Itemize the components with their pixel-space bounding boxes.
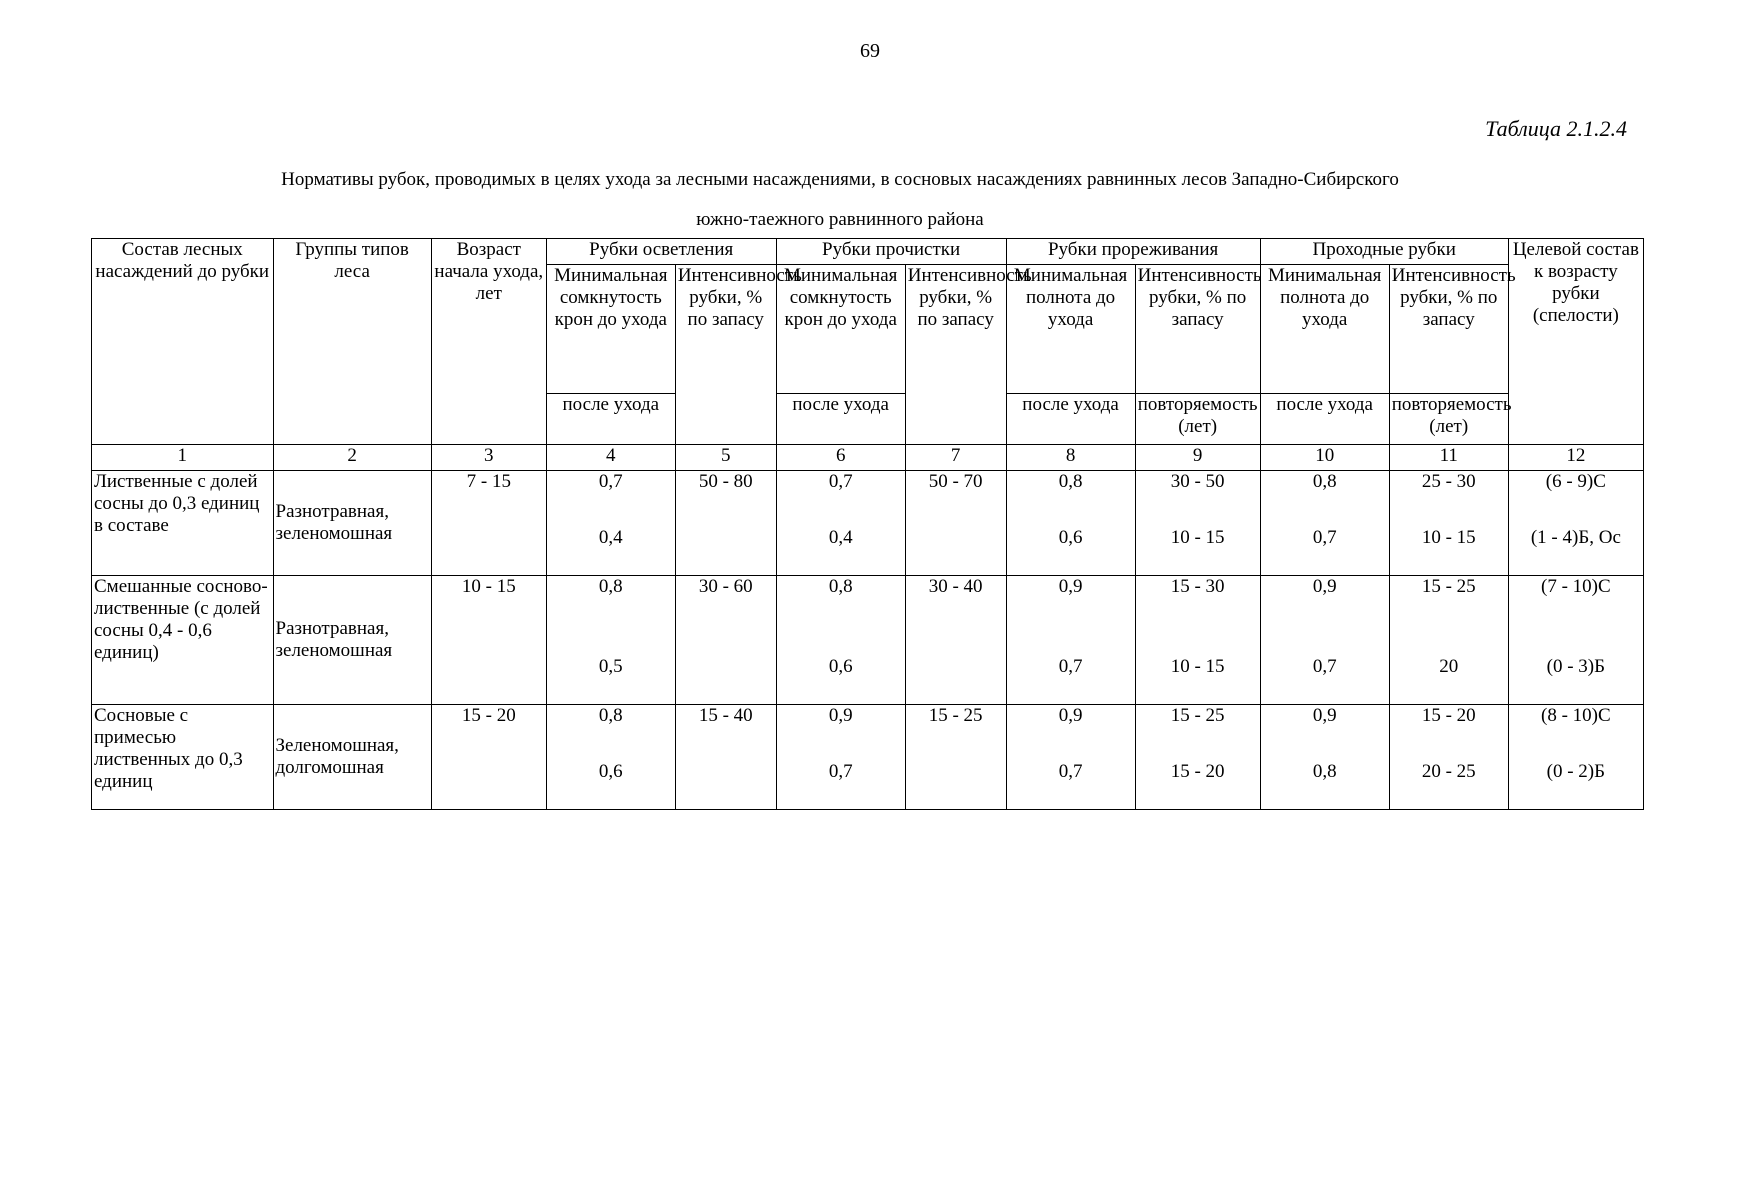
value-top: 0,8 (1058, 471, 1083, 492)
age-cell: 7 - 15 (431, 471, 546, 576)
column-number: 11 (1389, 445, 1508, 471)
value-bottom: 10 - 15 (1421, 527, 1476, 548)
value-bottom: 10 - 15 (1170, 527, 1225, 548)
value-top: (6 - 9)С (1545, 471, 1606, 492)
table-title-line-1: Нормативы рубок, проводимых в целях ухода за лесными насаждениями, в сосновых насаждениях равнинных лесов Западно-Сибирского (281, 169, 1399, 190)
prohod-min-cell (1260, 471, 1389, 576)
header-group-prochistka: Рубки прочистки (776, 239, 1006, 265)
prorezh-int-cell (1135, 576, 1260, 705)
prorezh-int-cell (1135, 705, 1260, 810)
proch-min-cell (776, 705, 905, 810)
value-bottom: (0 - 2)Б (1546, 761, 1606, 782)
age-cell: 10 - 15 (431, 576, 546, 705)
forest-type-cell: Разнотравная, зеленомошная (273, 576, 431, 705)
prohod-min-cell (1260, 705, 1389, 810)
value-bottom: 0,7 (1058, 761, 1083, 782)
value-bottom: 0,7 (1312, 656, 1337, 677)
value-bottom: 20 - 25 (1421, 761, 1476, 782)
forest-type-cell: Зеленомошная, долгомошная (273, 705, 431, 810)
header-proch-min: Минимальная сомкнутость крон до ухода (776, 265, 905, 394)
value-bottom: 10 - 15 (1170, 656, 1225, 677)
value-top: 0,8 (1312, 471, 1337, 492)
value-top: 15 - 20 (1421, 705, 1476, 726)
value-top: (8 - 10)С (1541, 705, 1611, 726)
value-top: 0,8 (598, 705, 623, 726)
value-bottom: 0,7 (1312, 527, 1337, 548)
header-group-prohodnye: Проходные рубки (1260, 239, 1508, 265)
osv-int-cell: 15 - 40 (675, 705, 776, 810)
header-prorezh-after: после ухода (1006, 394, 1135, 445)
header-prohod-min: Минимальная полнота до ухода (1260, 265, 1389, 394)
value-bottom: 15 - 20 (1170, 761, 1225, 782)
value-top: 25 - 30 (1421, 471, 1476, 492)
value-bottom: 0,4 (598, 527, 623, 548)
value-bottom: 0,8 (1312, 761, 1337, 782)
target-cell (1508, 576, 1643, 705)
value-bottom: 20 (1439, 656, 1459, 677)
header-osv-min: Минимальная сомкнутость крон до ухода (546, 265, 675, 394)
value-bottom: (1 - 4)Б, Ос (1530, 527, 1621, 548)
prohod-int-cell (1389, 705, 1508, 810)
column-number: 3 (431, 445, 546, 471)
prohod-int-cell (1389, 576, 1508, 705)
norms-table (91, 238, 1644, 810)
proch-min-cell (776, 471, 905, 576)
value-bottom: 0,5 (598, 656, 623, 677)
header-prohod-int: Интенсивность рубки, % по запасу (1389, 265, 1508, 394)
table-number: Таблица 2.1.2.4 (1485, 116, 1627, 141)
value-bottom: 0,6 (828, 656, 853, 677)
prorezh-int-cell (1135, 471, 1260, 576)
column-number: 7 (905, 445, 1006, 471)
header-age: Возраст начала ухода, лет (431, 239, 546, 445)
value-bottom: 0,6 (598, 761, 623, 782)
table-title (130, 160, 1550, 240)
table-title-line-2: южно-таежного равнинного района (696, 209, 984, 230)
target-cell (1508, 705, 1643, 810)
age-cell: 15 - 20 (431, 705, 546, 810)
value-bottom: 0,7 (1058, 656, 1083, 677)
column-number: 10 (1260, 445, 1389, 471)
proch-int-cell: 50 - 70 (905, 471, 1006, 576)
header-prorezh-repeat: повторяемость (лет) (1135, 394, 1260, 445)
header-prorezh-int: Интенсивность рубки, % по запасу (1135, 265, 1260, 394)
column-number: 8 (1006, 445, 1135, 471)
column-number: 2 (273, 445, 431, 471)
header-prohod-after: после ухода (1260, 394, 1389, 445)
value-top: 0,8 (828, 576, 853, 597)
proch-int-cell: 15 - 25 (905, 705, 1006, 810)
table-row (92, 576, 1644, 705)
composition-cell: Смешанные сосново-лиственные (с долей сосны 0,4 - 0,6 единиц) (92, 576, 274, 705)
prorezh-min-cell (1006, 705, 1135, 810)
value-top: (7 - 10)С (1541, 576, 1611, 597)
header-target-composition: Целевой состав к возрасту рубки (спелости) (1508, 239, 1643, 445)
value-top: 0,7 (598, 471, 623, 492)
value-top: 0,8 (598, 576, 623, 597)
header-composition: Состав лесных насаждений до рубки (92, 239, 274, 445)
column-number: 1 (92, 445, 274, 471)
value-bottom: 0,6 (1058, 527, 1083, 548)
column-number: 6 (776, 445, 905, 471)
proch-min-cell (776, 576, 905, 705)
osv-int-cell: 50 - 80 (675, 471, 776, 576)
value-bottom: (0 - 3)Б (1546, 656, 1606, 677)
column-number: 4 (546, 445, 675, 471)
header-forest-type: Группы типов леса (273, 239, 431, 445)
header-prorezh-min: Минимальная полнота до ухода (1006, 265, 1135, 394)
header-group-osvetlenie: Рубки осветления (546, 239, 776, 265)
header-osv-int: Интенсивность рубки, % по запасу (675, 265, 776, 445)
value-top: 0,9 (1058, 705, 1083, 726)
page-number: 69 (860, 40, 880, 62)
value-bottom: 0,7 (828, 761, 853, 782)
osv-int-cell: 30 - 60 (675, 576, 776, 705)
value-bottom: 0,4 (828, 527, 853, 548)
table-row (92, 471, 1644, 576)
composition-cell: Сосновые с примесью лиственных до 0,3 единиц (92, 705, 274, 810)
proch-int-cell: 30 - 40 (905, 576, 1006, 705)
value-top: 0,7 (828, 471, 853, 492)
prohod-min-cell (1260, 576, 1389, 705)
forest-type-cell: Разнотравная, зеленомошная (273, 471, 431, 576)
column-number: 5 (675, 445, 776, 471)
value-top: 0,9 (828, 705, 853, 726)
header-prohod-repeat: повторяемость (лет) (1389, 394, 1508, 445)
osv-min-cell (546, 576, 675, 705)
header-osv-after: после ухода (546, 394, 675, 445)
prorezh-min-cell (1006, 576, 1135, 705)
header-proch-int: Интенсивность рубки, % по запасу (905, 265, 1006, 445)
header-proch-after: после ухода (776, 394, 905, 445)
column-number: 12 (1508, 445, 1643, 471)
column-number: 9 (1135, 445, 1260, 471)
osv-min-cell (546, 705, 675, 810)
value-top: 15 - 30 (1170, 576, 1225, 597)
target-cell (1508, 471, 1643, 576)
prohod-int-cell (1389, 471, 1508, 576)
column-number-row (92, 445, 1644, 471)
composition-cell: Лиственные с долей сосны до 0,3 единиц в составе (92, 471, 274, 576)
value-top: 15 - 25 (1170, 705, 1225, 726)
prorezh-min-cell (1006, 471, 1135, 576)
header-group-prorezhivanie: Рубки прореживания (1006, 239, 1260, 265)
value-top: 0,9 (1312, 705, 1337, 726)
value-top: 0,9 (1312, 576, 1337, 597)
table-row (92, 705, 1644, 810)
value-top: 15 - 25 (1421, 576, 1476, 597)
osv-min-cell (546, 471, 675, 576)
value-top: 0,9 (1058, 576, 1083, 597)
value-top: 30 - 50 (1170, 471, 1225, 492)
